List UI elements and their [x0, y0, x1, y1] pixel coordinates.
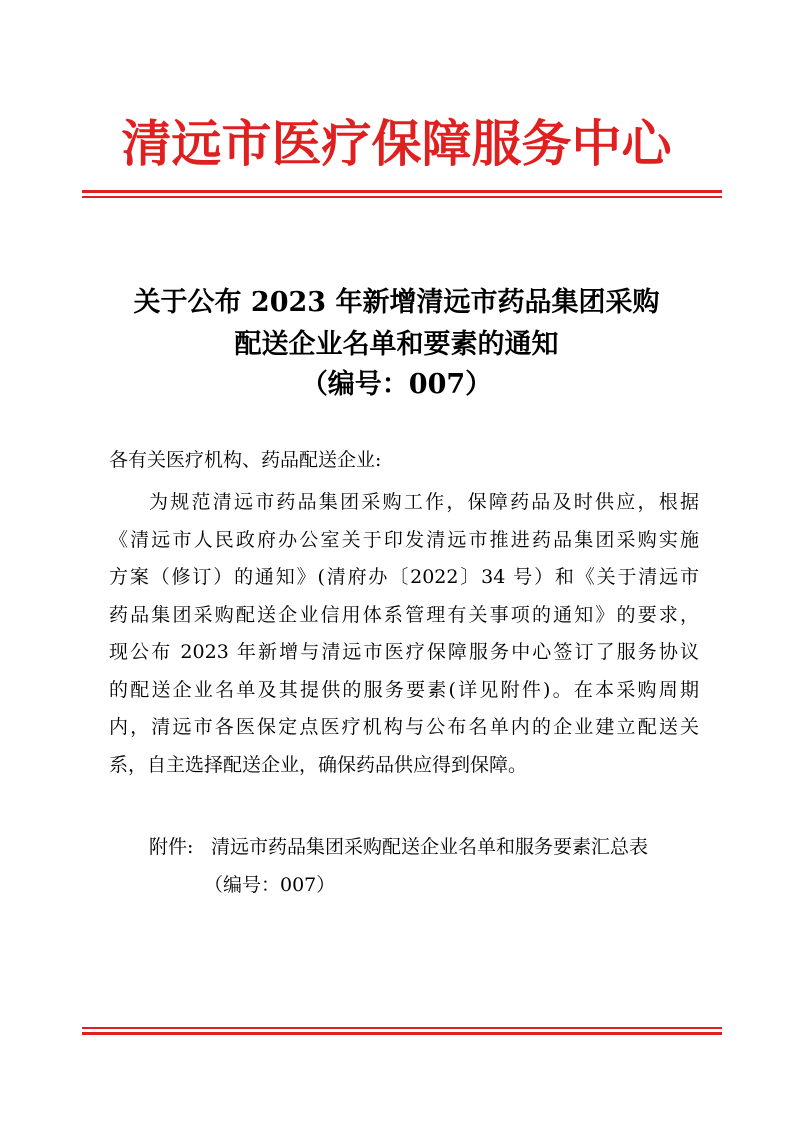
body-line: 方案（修订）的通知》(清府办〔2022〕34 号）和《关于清远市	[109, 566, 699, 588]
body-paragraph	[109, 484, 699, 784]
body-line: 药品集团采购配送企业信用体系管理有关事项的通知》的要求，	[109, 603, 699, 626]
attachment-number: （编号：007）	[204, 874, 336, 896]
organization-header: 清远市医疗保障服务中心	[121, 115, 672, 173]
body-line: 为规范清远市药品集团采购工作，保障药品及时供应，根据	[149, 491, 699, 513]
body-line: 内，清远市各医保定点医疗机构与公布名单内的企业建立配送关	[109, 716, 699, 738]
footer-divider-thin	[82, 1027, 722, 1029]
body-line: 《清远市人民政府办公室关于印发清远市推进药品集团采购实施	[109, 528, 699, 551]
body-line: 系，自主选择配送企业，确保药品供应得到保障。	[109, 753, 528, 776]
footer-divider-thick	[82, 1032, 722, 1035]
document-title-line-1: 关于公布 2023 年新增清远市药品集团采购	[133, 287, 660, 318]
attachment-title: 清远市药品集团采购配送企业名单和服务要素汇总表	[211, 836, 649, 858]
document-title-line-2: 配送企业名单和要素的通知	[234, 329, 559, 360]
body-line: 现公布 2023 年新增与清远市医疗保障服务中心签订了服务协议	[109, 641, 699, 663]
attachment-label: 附件:	[149, 836, 194, 858]
header-divider-thick	[82, 190, 722, 193]
header-divider-thin	[82, 196, 722, 198]
salutation: 各有关医疗机构、药品配送企业:	[109, 449, 382, 471]
document-number: （编号：007）	[300, 369, 493, 400]
body-line: 的配送企业名单及其提供的服务要素(详见附件)。在本采购周期	[109, 678, 699, 701]
